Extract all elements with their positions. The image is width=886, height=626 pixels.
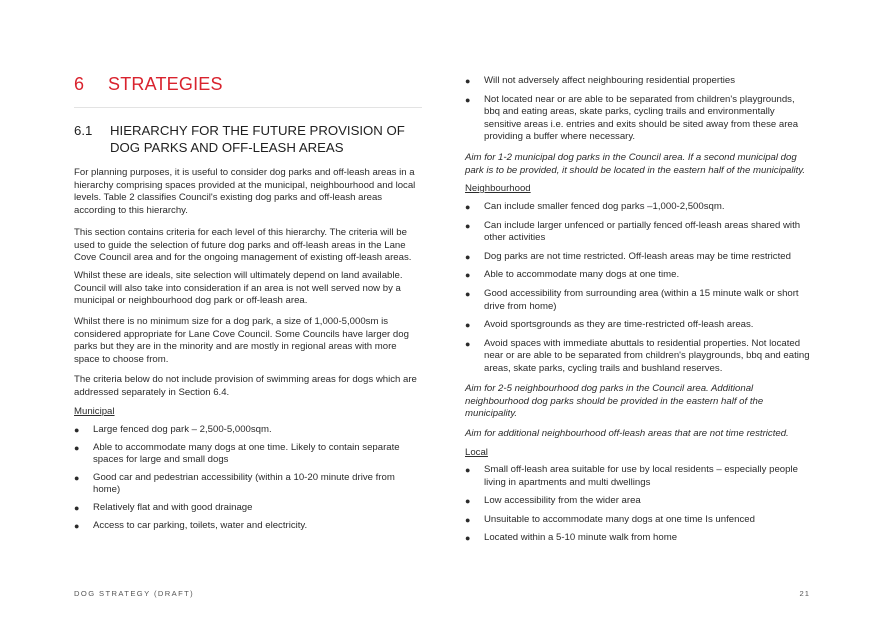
bullet-icon: ● <box>74 520 80 531</box>
list-item: ● Low accessibility from the wider area <box>465 495 641 507</box>
list-item: ● Can include larger unfenced or partially fenced off-leash areas shared with other activities <box>465 219 801 244</box>
section-heading <box>74 74 223 95</box>
bullet-icon: ● <box>74 502 80 513</box>
list-item: ● Good accessibility from surrounding area (within a 15 minute walk or short drive from home) <box>465 287 799 312</box>
list-item: ● Small off-leash area suitable for use by local residents – especially people living in apartments and multi dwellings <box>465 464 798 488</box>
bullet-icon: ● <box>465 270 471 281</box>
municipal-heading: Municipal <box>74 406 115 417</box>
list-item: ● Dog parks are not time restricted. Off-leash areas may be time restricted <box>465 250 791 262</box>
section-divider <box>74 107 422 108</box>
neighbourhood-heading: Neighbourhood <box>465 183 531 194</box>
municipal-list-left <box>74 424 414 532</box>
paragraph-2: This section contains criteria for each level of this hierarchy. The criteria will be used to guide the selection of future dog parks and off-leash areas in the Lane Cove Council area and for the ongoing management of existing off-leash areas. <box>74 227 412 264</box>
bullet-icon: ● <box>465 320 471 331</box>
list-item: ● Able to accommodate many dogs at one time. Likely to contain separate spaces for large and small dogs <box>74 441 400 466</box>
bullet-icon: ● <box>465 465 471 475</box>
page-number: 21 <box>799 589 810 598</box>
subsection-title: HIERARCHY FOR THE FUTURE PROVISION OF DOG PARKS AND OFF-LEASH AREAS <box>110 123 405 155</box>
footer-title: DOG STRATEGY (DRAFT) <box>74 589 195 598</box>
list-item: ● Large fenced dog park – 2,500-5,000sqm. <box>74 424 272 435</box>
list-item: ● Access to car parking, toilets, water and electricity. <box>74 519 308 531</box>
bullet-icon: ● <box>465 94 471 105</box>
list-item: ● Can include smaller fenced dog parks –1,000-2,500sqm. <box>465 201 725 212</box>
paragraph-5: The criteria below do not include provision of swimming areas for dogs which are addressed separately in Section 6.4. <box>74 374 417 398</box>
local-heading: Local <box>465 447 488 458</box>
bullet-icon: ● <box>465 496 471 507</box>
municipal-list-right <box>465 75 810 144</box>
subsection-heading <box>74 123 422 156</box>
bullet-icon: ● <box>465 76 471 86</box>
bullet-icon: ● <box>465 533 471 544</box>
list-item: ● Able to accommodate many dogs at one time. <box>465 269 680 281</box>
bullet-icon: ● <box>465 220 471 231</box>
list-item: ● Will not adversely affect neighbouring residential properties <box>465 75 735 86</box>
neighbourhood-list <box>465 201 810 376</box>
bullet-icon: ● <box>465 514 471 525</box>
list-item: ● Unsuitable to accommodate many dogs at one time Is unfenced <box>465 513 755 525</box>
section-number: 6 <box>74 74 85 94</box>
bullet-icon: ● <box>465 251 471 262</box>
municipal-aim: Aim for 1-2 municipal dog parks in the Council area. If a second municipal dog park is to be provided, it should be located in the eastern half of the municipality. <box>465 152 806 176</box>
list-item: ● Avoid sportsgrounds as they are time-restricted off-leash areas. <box>465 319 754 331</box>
paragraph-3: Whilst these are ideals, site selection will ultimately depend on land available. Council will also take into consideration if an area is not well served now by a municipal or neighbourhood dog park or off-leash area. <box>74 270 403 307</box>
local-list <box>465 464 810 545</box>
list-item: ● Good car and pedestrian accessibility (within a 10-20 minute drive from home) <box>74 471 395 496</box>
paragraph-4: Whilst there is no minimum size for a dog park, a size of 1,000-5,000sm is considered appropriate for Lane Cove Council. Some Councils have larger dog parks but they are in the minority and are mostly in regional areas with more space to choose from. <box>74 316 409 365</box>
subsection-number: 6.1 <box>74 123 93 138</box>
list-item: ● Avoid spaces with immediate abuttals to residential properties. Not located near or are able to be separated from children's playgrounds, bbq and eating areas, skate parks, cycling trails and bushland reserves. <box>465 337 810 374</box>
paragraph-1: For planning purposes, it is useful to consider dog parks and off-leash areas in a hierarchy comprising spaces provided at the municipal, neighbourhood and local levels. Table 2 classifies Council's existing dog parks and off-leash areas according to this hierarchy. <box>74 167 416 216</box>
bullet-icon: ● <box>465 338 471 349</box>
list-item: ● Relatively flat and with good drainage <box>74 501 253 513</box>
neighbourhood-aim-2: Aim for additional neighbourhood off-leash areas that are not time restricted. <box>465 428 789 439</box>
list-item: ● Located within a 5-10 minute walk from home <box>465 532 678 544</box>
bullet-icon: ● <box>465 202 471 212</box>
list-item: ● Not located near or are able to be separated from children's playgrounds, bbq and eating areas, skate parks, cycling trails and environmentally sensitive areas i.e. entries and exits should be sited away from these area providing a buffer where necessary. <box>465 93 799 143</box>
bullet-icon: ● <box>74 472 80 483</box>
bullet-icon: ● <box>465 288 471 299</box>
section-title: STRATEGIES <box>108 74 223 94</box>
bullet-icon: ● <box>74 425 80 435</box>
neighbourhood-aim-1: Aim for 2-5 neighbourhood dog parks in the Council area. Additional neighbourhood dog parks should be provided in the eastern half of the municipality. <box>465 383 764 420</box>
bullet-icon: ● <box>74 442 80 453</box>
